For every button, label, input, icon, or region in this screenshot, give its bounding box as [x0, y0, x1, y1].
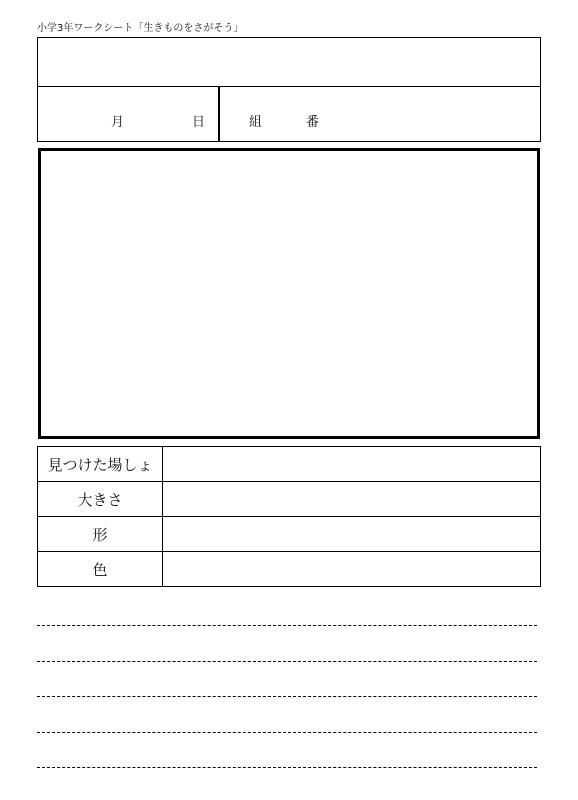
writing-line[interactable] [37, 767, 537, 768]
table-row [38, 552, 541, 587]
number-label: 番 [306, 115, 320, 130]
day-label: 日 [192, 115, 206, 130]
table-row [38, 447, 541, 482]
writing-line[interactable] [37, 696, 537, 697]
table-row [38, 482, 541, 517]
drawing-area[interactable] [38, 148, 540, 439]
location-label: 見つけた場しょ [38, 447, 163, 482]
worksheet-title: 小学3年ワークシート「生きものをさがそう」 [37, 23, 244, 34]
writing-line[interactable] [37, 661, 537, 662]
color-field[interactable] [163, 552, 541, 587]
writing-line[interactable] [37, 625, 537, 626]
observation-table [37, 446, 541, 587]
color-label: 色 [38, 552, 163, 587]
date-class-row [37, 86, 541, 142]
shape-field[interactable] [163, 517, 541, 552]
size-field[interactable] [163, 482, 541, 517]
shape-label: 形 [38, 517, 163, 552]
month-label: 月 [111, 115, 125, 130]
date-divider [218, 86, 220, 141]
size-label: 大きさ [38, 482, 163, 517]
class-label: 組 [249, 115, 263, 130]
location-field[interactable] [163, 447, 541, 482]
writing-line[interactable] [37, 732, 537, 733]
name-box[interactable] [37, 37, 541, 87]
table-row [38, 517, 541, 552]
